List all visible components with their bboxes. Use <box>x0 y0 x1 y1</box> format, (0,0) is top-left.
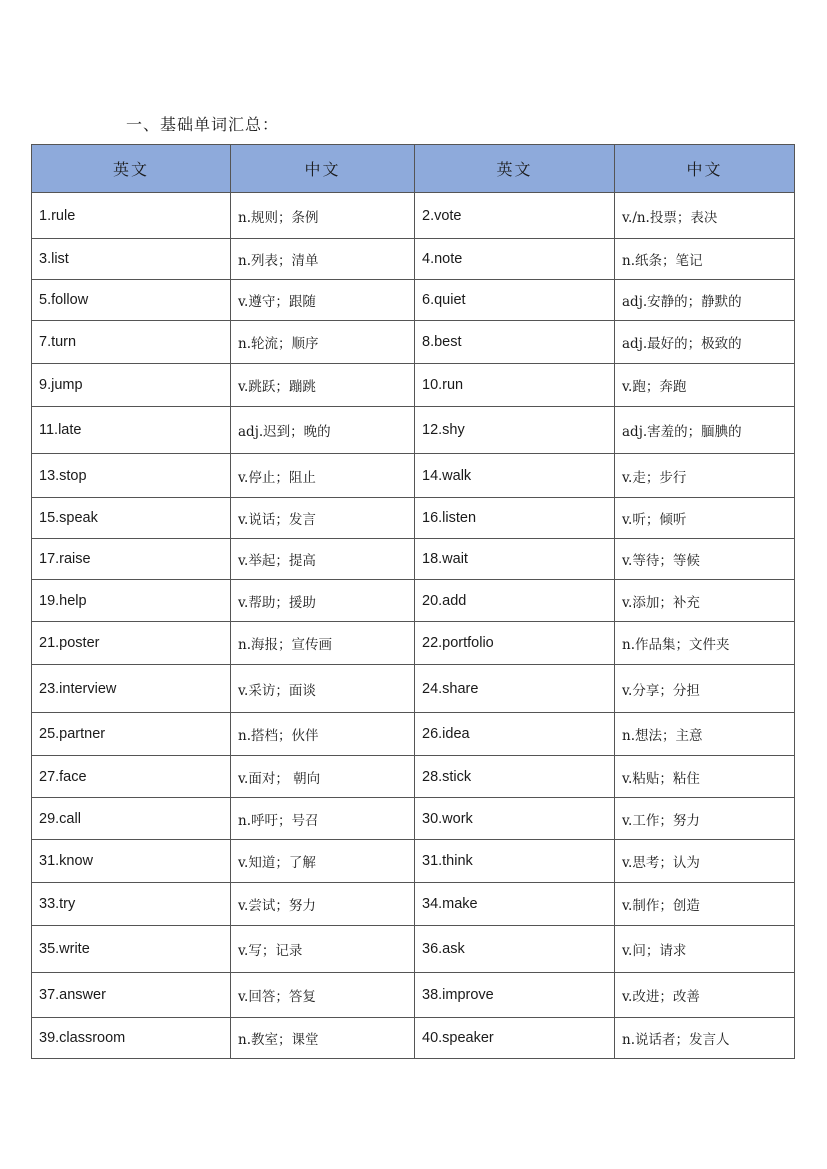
word-english: 1.rule <box>32 193 231 239</box>
table-row <box>32 364 795 407</box>
word-english: 5.follow <box>32 280 231 321</box>
word-chinese: v.说话；发言 <box>231 498 415 539</box>
word-chinese: n.作品集；文件夹 <box>615 622 795 665</box>
table-row <box>32 239 795 280</box>
table-row <box>32 539 795 580</box>
word-english: 27.face <box>32 756 231 798</box>
table-row <box>32 407 795 454</box>
word-english: 9.jump <box>32 364 231 407</box>
table-row <box>32 840 795 883</box>
header-chinese-2: 中文 <box>615 145 795 193</box>
word-english: 38.improve <box>415 973 615 1018</box>
word-english: 28.stick <box>415 756 615 798</box>
header-english-2: 英文 <box>415 145 615 193</box>
word-english: 26.idea <box>415 713 615 756</box>
word-chinese: v.停止；阻止 <box>231 454 415 498</box>
word-english: 18.wait <box>415 539 615 580</box>
word-chinese: v.改进；改善 <box>615 973 795 1018</box>
table-row <box>32 883 795 926</box>
word-chinese: v.添加；补充 <box>615 580 795 622</box>
table-row <box>32 973 795 1018</box>
word-english: 2.vote <box>415 193 615 239</box>
word-english: 29.call <box>32 798 231 840</box>
word-chinese: n.想法；主意 <box>615 713 795 756</box>
table-body <box>32 193 795 1059</box>
vocabulary-table <box>31 144 795 1059</box>
word-english: 14.walk <box>415 454 615 498</box>
table-row <box>32 798 795 840</box>
word-english: 21.poster <box>32 622 231 665</box>
word-chinese: n.纸条；笔记 <box>615 239 795 280</box>
word-english: 35.write <box>32 926 231 973</box>
word-chinese: v.等待；等候 <box>615 539 795 580</box>
table-row <box>32 926 795 973</box>
table-row <box>32 665 795 713</box>
word-chinese: adj.最好的；极致的 <box>615 321 795 364</box>
word-chinese: v.走；步行 <box>615 454 795 498</box>
table-row <box>32 321 795 364</box>
word-english: 15.speak <box>32 498 231 539</box>
word-english: 16.listen <box>415 498 615 539</box>
word-english: 31.know <box>32 840 231 883</box>
word-chinese: v.面对； 朝向 <box>231 756 415 798</box>
word-chinese: v.尝试；努力 <box>231 883 415 926</box>
table-row <box>32 193 795 239</box>
word-english: 37.answer <box>32 973 231 1018</box>
word-english: 4.note <box>415 239 615 280</box>
word-chinese: v.遵守；跟随 <box>231 280 415 321</box>
word-english: 31.think <box>415 840 615 883</box>
word-chinese: n.海报；宣传画 <box>231 622 415 665</box>
word-chinese: n.搭档；伙伴 <box>231 713 415 756</box>
word-english: 25.partner <box>32 713 231 756</box>
word-chinese: v.思考；认为 <box>615 840 795 883</box>
word-chinese: n.列表；清单 <box>231 239 415 280</box>
word-english: 8.best <box>415 321 615 364</box>
word-chinese: v.写；记录 <box>231 926 415 973</box>
word-chinese: v.回答；答复 <box>231 973 415 1018</box>
word-chinese: n.规则；条例 <box>231 193 415 239</box>
word-english: 34.make <box>415 883 615 926</box>
word-chinese: v.举起；提高 <box>231 539 415 580</box>
word-chinese: v.采访；面谈 <box>231 665 415 713</box>
word-english: 13.stop <box>32 454 231 498</box>
word-english: 20.add <box>415 580 615 622</box>
word-chinese: n.说话者；发言人 <box>615 1018 795 1059</box>
word-english: 11.late <box>32 407 231 454</box>
word-chinese: v./n.投票；表决 <box>615 193 795 239</box>
word-english: 19.help <box>32 580 231 622</box>
word-english: 6.quiet <box>415 280 615 321</box>
word-english: 3.list <box>32 239 231 280</box>
word-english: 39.classroom <box>32 1018 231 1059</box>
word-chinese: v.粘贴；粘住 <box>615 756 795 798</box>
word-chinese: n.轮流；顺序 <box>231 321 415 364</box>
word-chinese: v.问；请求 <box>615 926 795 973</box>
word-chinese: v.工作；努力 <box>615 798 795 840</box>
word-chinese: v.听；倾听 <box>615 498 795 539</box>
word-chinese: v.分享；分担 <box>615 665 795 713</box>
word-chinese: v.跑；奔跑 <box>615 364 795 407</box>
word-english: 7.turn <box>32 321 231 364</box>
word-english: 12.shy <box>415 407 615 454</box>
table-row <box>32 1018 795 1059</box>
word-english: 22.portfolio <box>415 622 615 665</box>
table-row <box>32 713 795 756</box>
table-header-row <box>32 145 795 193</box>
word-chinese: v.知道；了解 <box>231 840 415 883</box>
word-chinese: n.教室；课堂 <box>231 1018 415 1059</box>
word-chinese: adj.害羞的；腼腆的 <box>615 407 795 454</box>
word-chinese: v.帮助；援助 <box>231 580 415 622</box>
section-heading: 一、基础单词汇总： <box>126 115 280 134</box>
header-english-1: 英文 <box>32 145 231 193</box>
word-chinese: v.跳跃；蹦跳 <box>231 364 415 407</box>
word-english: 30.work <box>415 798 615 840</box>
table-row <box>32 622 795 665</box>
word-english: 33.try <box>32 883 231 926</box>
table-row <box>32 580 795 622</box>
word-english: 10.run <box>415 364 615 407</box>
word-chinese: n.呼吁；号召 <box>231 798 415 840</box>
table-row <box>32 454 795 498</box>
word-english: 17.raise <box>32 539 231 580</box>
word-english: 24.share <box>415 665 615 713</box>
word-english: 36.ask <box>415 926 615 973</box>
word-english: 23.interview <box>32 665 231 713</box>
word-chinese: adj.安静的；静默的 <box>615 280 795 321</box>
word-chinese: adj.迟到；晚的 <box>231 407 415 454</box>
table-row <box>32 756 795 798</box>
table-row <box>32 498 795 539</box>
word-english: 40.speaker <box>415 1018 615 1059</box>
table-row <box>32 280 795 321</box>
word-chinese: v.制作；创造 <box>615 883 795 926</box>
header-chinese-1: 中文 <box>231 145 415 193</box>
